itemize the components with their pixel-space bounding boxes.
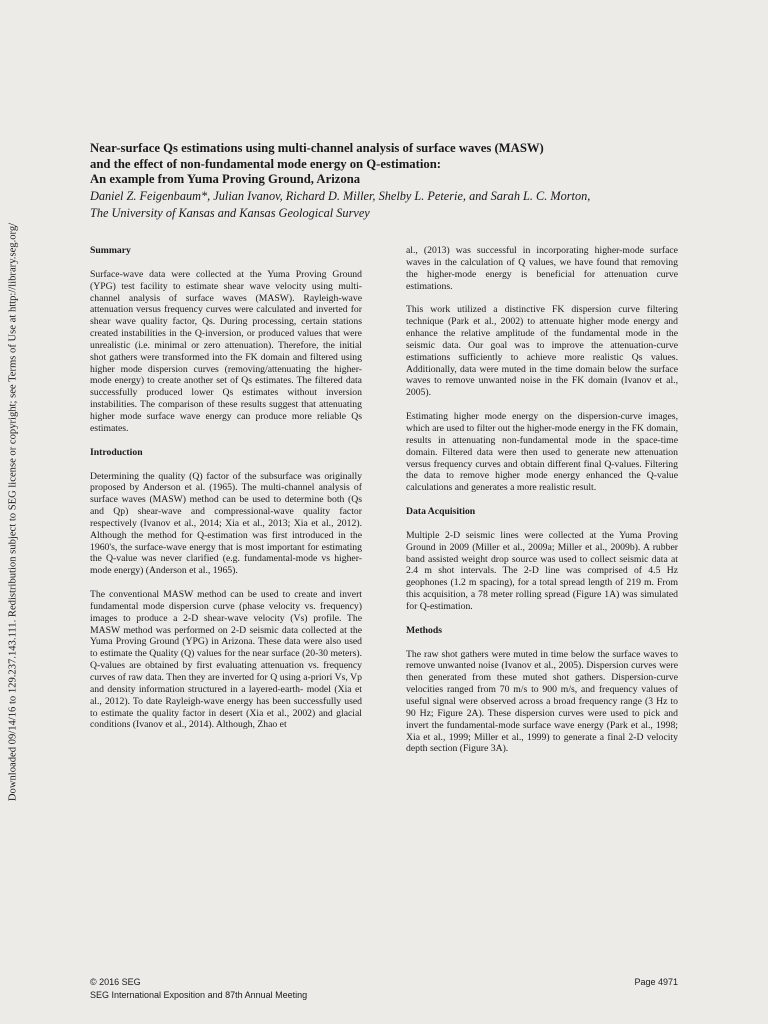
copyright-notice: © 2016 SEG [90,977,141,987]
summary-paragraph: Surface-wave data were collected at the Yuma Proving Ground (YPG) test facility to estimate shear wave velocity using multi-channel analysis of surface waves (MASW). Rayleigh-wave attenuation versus frequency curves were calculated and inverted for shear wave quality factor, Qs. During processing, certain stations created instabilities in the Q-inversion, or produced values that were unrealistic (i.e. minimal or zero attenuation). Therefore, the initial shot gathers were transformed into the FK domain and filtered using higher mode dispersion curves (removing/attenuating the higher-mode energy) to create another set of Qs estimates. The filtered data successfully produced lower Qs estimates without inversion instabilities. The comparison of these results suggest that attenuating higher mode surface wave energy can produce more reliable Qs estimates. [90,268,362,434]
introduction-heading: Introduction [90,446,143,458]
data-acquisition-heading: Data Acquisition [406,506,476,518]
title-line: An example from Yuma Proving Ground, Arizona [90,172,361,187]
download-notice-text: Downloaded 09/14/16 to 129.237.143.111. Redistribution subject to SEG license or copyright; see Terms of Use at http://library.seg.org/ [7,222,19,802]
higher-mode-paragraph: Estimating higher mode energy on the dispersion-curve images, which are used to filter out the higher-mode energy in the FK domain, results in attenuating non-fundamental mode in the space-time domain. Filtered data were then used to generate new attenuation versus frequency curves and obtain different final Q-values. Filtering the data to remove higher mode energy enhanced the Q-value calculations and generates a more realistic result. [406,411,678,494]
fk-filtering-paragraph: This work utilized a distinctive FK dispersion curve filtering technique (Park et al., 2002) to attenuate higher mode energy and enhance the relative amplitude of the fundamental mode in the seismic data. Our goal was to improve the attenuation-curve estimations sufficiently to achieve more realistic Qs values. Additionally, data were muted in the time domain below the surface waves to remove unwanted noise in the FK domain (Ivanov et al., 2005). [406,304,678,399]
title-line: and the effect of non-fundamental mode energy on Q-estimation: [90,156,441,171]
methods-heading: Methods [406,624,443,636]
title-line: Near-surface Qs estimations using multi-channel analysis of surface waves (MASW) [90,141,544,155]
left-column [90,245,362,743]
author-list: Daniel Z. Feigenbaum*, Julian Ivanov, Richard D. Miller, Shelby L. Peterie, and Sarah L. C. Morton, [90,189,591,203]
methods-paragraph: The raw shot gathers were muted in time below the surface waves to remove unwanted noise (Ivanov et al., 2005). Dispersion curves were then generated from these muted shot gathers. Dispersion-curve velocities ranged from 70 m/s to 900 m/s, and frequency values of useful signal were observed across a broad frequency range (3 Hz to 90 Hz; Figure 2A). These dispersion curves were used to pick and invert the fundamental-mode surface wave energy (Park et al., 1998; Xia et al., 1999; Miller et al., 1999) to generate a final 2-D velocity depth section (Figure 3A). [406,648,678,755]
page-number: Page 4971 [634,977,678,987]
affiliation: The University of Kansas and Kansas Geological Survey [90,205,370,220]
summary-heading: Summary [90,245,131,256]
author-block [90,188,710,221]
paper-title [90,141,710,188]
right-column [406,245,678,767]
footer-left [90,976,307,1001]
data-acquisition-paragraph: Multiple 2-D seismic lines were collected at the Yuma Proving Ground in 2009 (Miller et al., 2009a; Miller et al., 2009b). A rubber band assisted weight drop source was used to collect seismic data at 2.4 m shot intervals. The 2-D line was comprised of 4.5 Hz geophones (1.2 m spacing), for a total spread length of 219 m. From this acquisition, a 78 meter rolling spread (Figure 1A) was simulated for Q-estimation. [406,529,678,612]
introduction-paragraph-1: Determining the quality (Q) factor of the subsurface was originally proposed by Anderson et al. (1965). The multi-channel analysis of surface waves (MASW) method can be used to determine both (Qs and Qp) shear-wave and compressional-wave quality factor respectively (Ivanov et al., 2014; Xia et al., 2013; Xia et al., 2012). Although the method for Q-estimation was first introduced in the 1960's, the surface-wave energy that is most important for estimating the Q-value was never clarified (e.g. fundamental-mode vs higher-mode energy) (Anderson et al., 1965). [90,470,362,577]
introduction-paragraph-2: The conventional MASW method can be used to create and invert fundamental mode dispersion curve (phase velocity vs. frequency) images to produce a 2-D shear-wave velocity (Vs) profile. The MASW method was performed on 2-D seismic data collected at the Yuma Proving Ground (YPG) in Arizona. These data were also used to estimate the Quality (Q) values for the near surface (20-30 meters). Q-values are obtained by first evaluating attenuation vs. frequency curves of raw data. Then they are inverted for Q using a-priori Vs, Vp and density information structured in a layered-earth- model (Xia et al., 2012). To date Rayleigh-wave energy has been successfully used to estimate the quality factor in desert (Xia et al., 2002) and glacial conditions (Ivanov et al., 2014). Although, Zhao et [90,589,362,731]
meeting-name: SEG International Exposition and 87th Annual Meeting [90,989,308,1000]
continued-paragraph: al., (2013) was successful in incorporating higher-mode surface waves in the calculation of Q values, we have found that removing the higher-mode energy is beneficial for attenuation curve estimations. [406,245,678,292]
